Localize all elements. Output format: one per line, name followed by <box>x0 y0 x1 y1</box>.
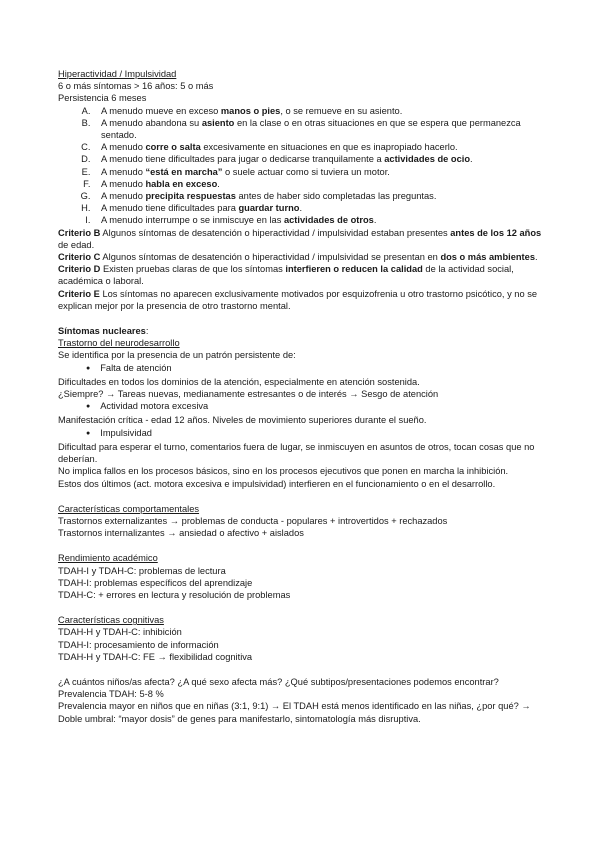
symptom-item: I. A menudo interrumpe o se inmiscuye en las actividades de otros. <box>93 214 548 226</box>
document-page <box>58 68 548 725</box>
symptom-list <box>58 105 548 227</box>
section-title-rendimiento: Rendimiento académico <box>58 553 158 564</box>
paragraph: TDAH-I: problemas específicos del aprendizaje <box>58 577 253 588</box>
bullet-list <box>58 362 548 376</box>
paragraph: TDAH-I y TDAH-C: problemas de lectura <box>58 565 226 576</box>
criterio-e: Criterio E Los síntomas no aparecen exclusivamente motivados por esquizofrenia u otro trastorno psicótico, y no se explican mejor por la presencia de otro trastorno mental. <box>58 288 538 311</box>
section-title-hiperactividad: Hiperactividad / Impulsividad <box>58 69 177 79</box>
symptom-item: C. A menudo corre o salta excesivamente en situaciones en que es inapropiado hacerlo. <box>93 141 548 153</box>
symptom-item: E. A menudo “está en marcha” o suele actuar como si tuviera un motor. <box>93 166 548 178</box>
bullet-item: ● Falta de atención <box>90 362 548 376</box>
paragraph: Dificultades en todos los dominios de la atención, especialmente en atención sostenida. <box>58 376 420 387</box>
symptom-item: D. A menudo tiene dificultades para jugar o dedicarse tranquilamente a actividades de ocio. <box>93 153 548 165</box>
criterio-d: Criterio D Existen pruebas claras de que los síntomas interfieren o reducen la calidad de la actividad social, académica o laboral. <box>58 264 514 287</box>
paragraph: Prevalencia TDAH: 5-8 % <box>58 689 164 700</box>
symptom-item: A. A menudo mueve en exceso manos o pies, o se remueve en su asiento. <box>93 105 548 117</box>
symptom-item: G. A menudo precipita respuestas antes de haber sido completadas las preguntas. <box>93 190 548 202</box>
symptom-item: F. A menudo habla en exceso. <box>93 178 548 190</box>
paragraph: TDAH-H y TDAH-C: inhibición <box>58 627 182 638</box>
criterio-c: Criterio C Algunos síntomas de desatención o hiperactividad / impulsividad se presentan en dos o más ambientes. <box>58 252 538 263</box>
symptom-item: H. A menudo tiene dificultades para guardar turno. <box>93 202 548 214</box>
paragraph: Trastornos internalizantes → ansiedad o afectivo + aislados <box>58 528 304 539</box>
paragraph: Dificultad para esperar el turno, comentarios fuera de lugar, se inmiscuyen en asuntos de otros, tocan cosas que no deberían. <box>58 441 535 465</box>
criteria-count: 6 o más síntomas > 16 años: 5 o más <box>58 81 214 92</box>
paragraph: Manifestación crítica - edad 12 años. Niveles de movimiento superiores durante el sueño. <box>58 415 427 426</box>
paragraph: TDAH-C: + errores en lectura y resolución de problemas <box>58 589 291 600</box>
subtitle-neurodesarrollo: Trastorno del neurodesarrollo <box>58 338 180 349</box>
bullet-item: ● Impulsividad <box>90 427 548 441</box>
paragraph: ¿Siempre? → Tareas nuevas, medianamente estresantes o de interés → Sesgo de atención <box>58 389 439 400</box>
section-title-nucleares: Síntomas nucleares: <box>58 326 149 337</box>
paragraph: Prevalencia mayor en niños que en niñas (3:1, 9:1) → El TDAH está menos identificado en las niñas, ¿por qué? → Doble umbral: “mayor dosis” de genes para manifestarlo, sintomatología más disruptiva. <box>58 701 531 724</box>
intro-text: Se identifica por la presencia de un patrón persistente de: <box>58 350 296 361</box>
persistence-text: Persistencia 6 meses <box>58 93 147 104</box>
criterio-b: Criterio B Algunos síntomas de desatención o hiperactividad / impulsividad estaban presentes antes de los 12 años de edad. <box>58 227 542 250</box>
bullet-list <box>58 400 548 414</box>
paragraph: TDAH-H y TDAH-C: FE → flexibilidad cognitiva <box>58 651 253 662</box>
paragraph: Estos dos últimos (act. motora excesiva e impulsividad) interfieren en el funcionamiento o en el desarrollo. <box>58 478 496 489</box>
paragraph: Trastornos externalizantes → problemas de conducta - populares + introvertidos + rechazados <box>58 515 448 526</box>
paragraph: ¿A cuántos niños/as afecta? ¿A qué sexo afecta más? ¿Qué subtipos/presentaciones podemos encontrar? <box>58 676 499 687</box>
section-title-comportamentales: Características comportamentales <box>58 503 200 514</box>
paragraph: No implica fallos en los procesos básicos, sino en los procesos ejecutivos que ponen en marcha la inhibición. <box>58 466 509 477</box>
bullet-item: ● Actividad motora excesiva <box>90 400 548 414</box>
paragraph: TDAH-I: procesamiento de información <box>58 639 219 650</box>
bullet-list <box>58 427 548 441</box>
symptom-item: B. A menudo abandona su asiento en la clase o en otras situaciones en que se espera que permanezca sentado. <box>93 117 548 141</box>
section-title-cognitivas: Características cognitivas <box>58 615 164 626</box>
